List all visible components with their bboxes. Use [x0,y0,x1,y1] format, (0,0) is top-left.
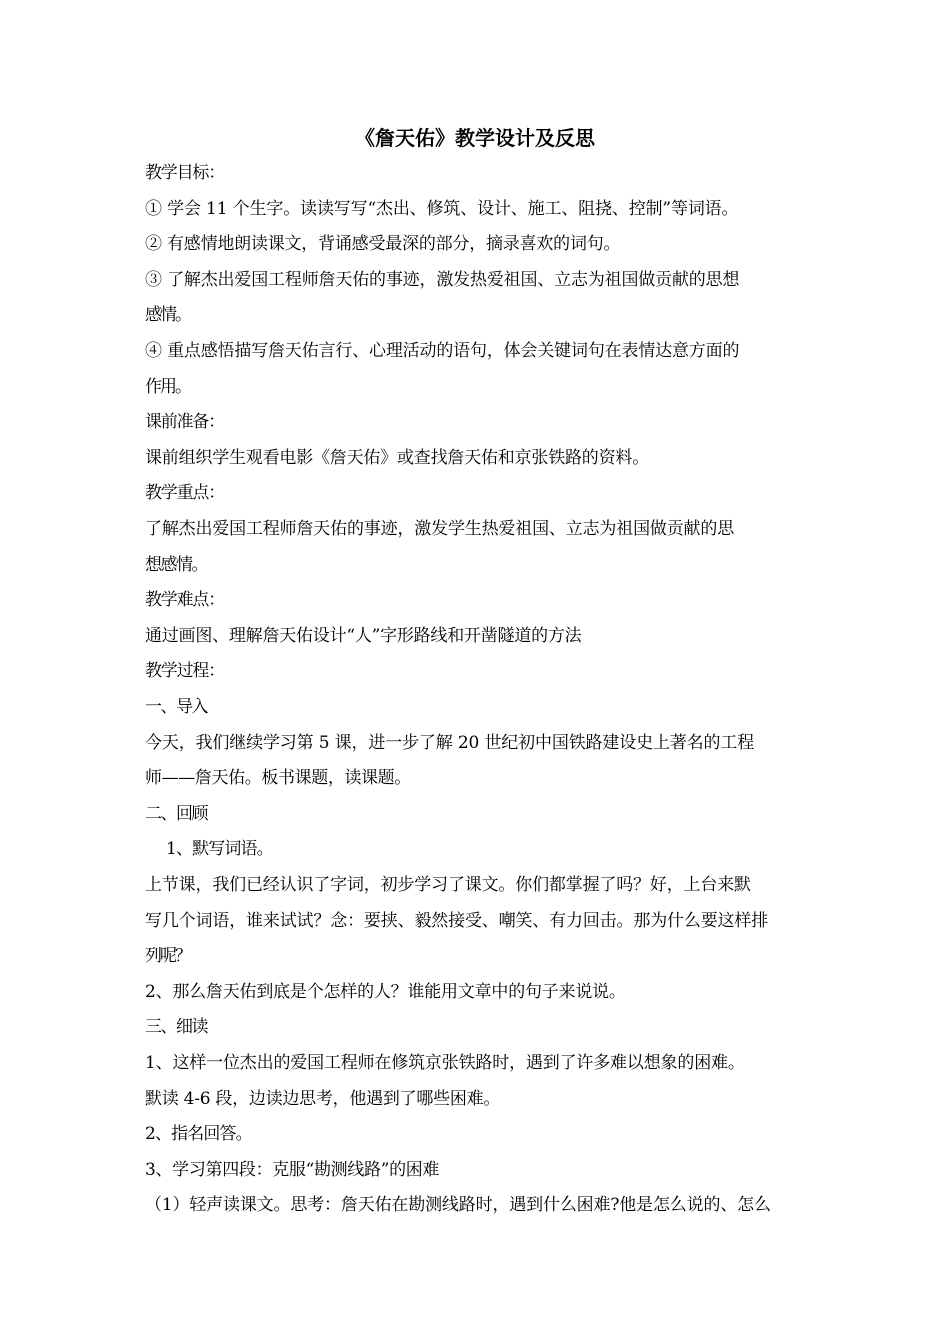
text-line: 今天，我们继续学习第 5 课，进一步了解 20 世纪初中国铁路建设史上著名的工程 [145,733,755,753]
text-line: 三、细读 [145,1017,207,1037]
text-line: （1）轻声读课文。思考：詹天佑在勘测线路时，遇到什么困难?他是怎么说的、怎么 [145,1195,771,1215]
text-line: 课前组织学生观看电影《詹天佑》或查找詹天佑和京张铁路的资料。 [145,448,649,468]
text-line: 默读 4-6 段，边读边思考，他遇到了哪些困难。 [145,1089,501,1109]
text-line: 3、学习第四段：克服“勘测线路”的困难 [145,1160,440,1180]
text-line: 课前准备： [145,412,224,432]
text-line: 作用。 [145,377,190,397]
text-line: 列呢？ [145,946,190,966]
text-line: ① 学会 11 个生字。读读写写“杰出、修筑、设计、施工、阻挠、控制”等词语。 [145,199,739,219]
text-line: ④ 重点感悟描写詹天佑言行、心理活动的语句，体会关键词句在表情达意方面的 [145,341,740,361]
text-line: 师——詹天佑。板书课题，读课题。 [145,768,411,788]
text-line: 了解杰出爱国工程师詹天佑的事迹，激发学生热爱祖国、立志为祖国做贡献的思 [145,519,735,539]
text-line: ② 有感情地朗读课文，背诵感受最深的部分，摘录喜欢的词句。 [145,234,621,254]
text-line: 2、那么詹天佑到底是个怎样的人？谁能用文章中的句子来说说。 [145,982,626,1002]
document-title: 《詹天佑》教学设计及反思 [355,126,595,150]
text-line: 1、默写词语。 [166,839,273,859]
text-line: 一、导入 [145,697,207,717]
text-line: 教学过程： [145,661,224,681]
text-line: 教学难点： [145,590,224,610]
text-line: 通过画图、理解詹天佑设计“人”字形路线和开凿隧道的方法 [145,626,582,646]
text-line: 二、回顾 [145,804,207,824]
text-line: 写几个词语，谁来试试？念：要挟、毅然接受、嘲笑、有力回击。那为什么要这样排 [145,911,769,931]
text-line: 2、指名回答。 [145,1124,252,1144]
text-line: 想感情。 [145,555,207,575]
text-line: 教学目标： [145,163,224,183]
text-line: 1、这样一位杰出的爱国工程师在修筑京张铁路时，遇到了许多难以想象的困难。 [145,1053,745,1073]
text-line: 上节课，我们已经认识了字词，初步学习了课文。你们都掌握了吗？好，上台来默 [145,875,751,895]
text-line: 感情。 [145,305,190,325]
text-line: ③ 了解杰出爱国工程师詹天佑的事迹，激发热爱祖国、立志为祖国做贡献的思想 [145,270,740,290]
text-line: 教学重点： [145,483,224,503]
